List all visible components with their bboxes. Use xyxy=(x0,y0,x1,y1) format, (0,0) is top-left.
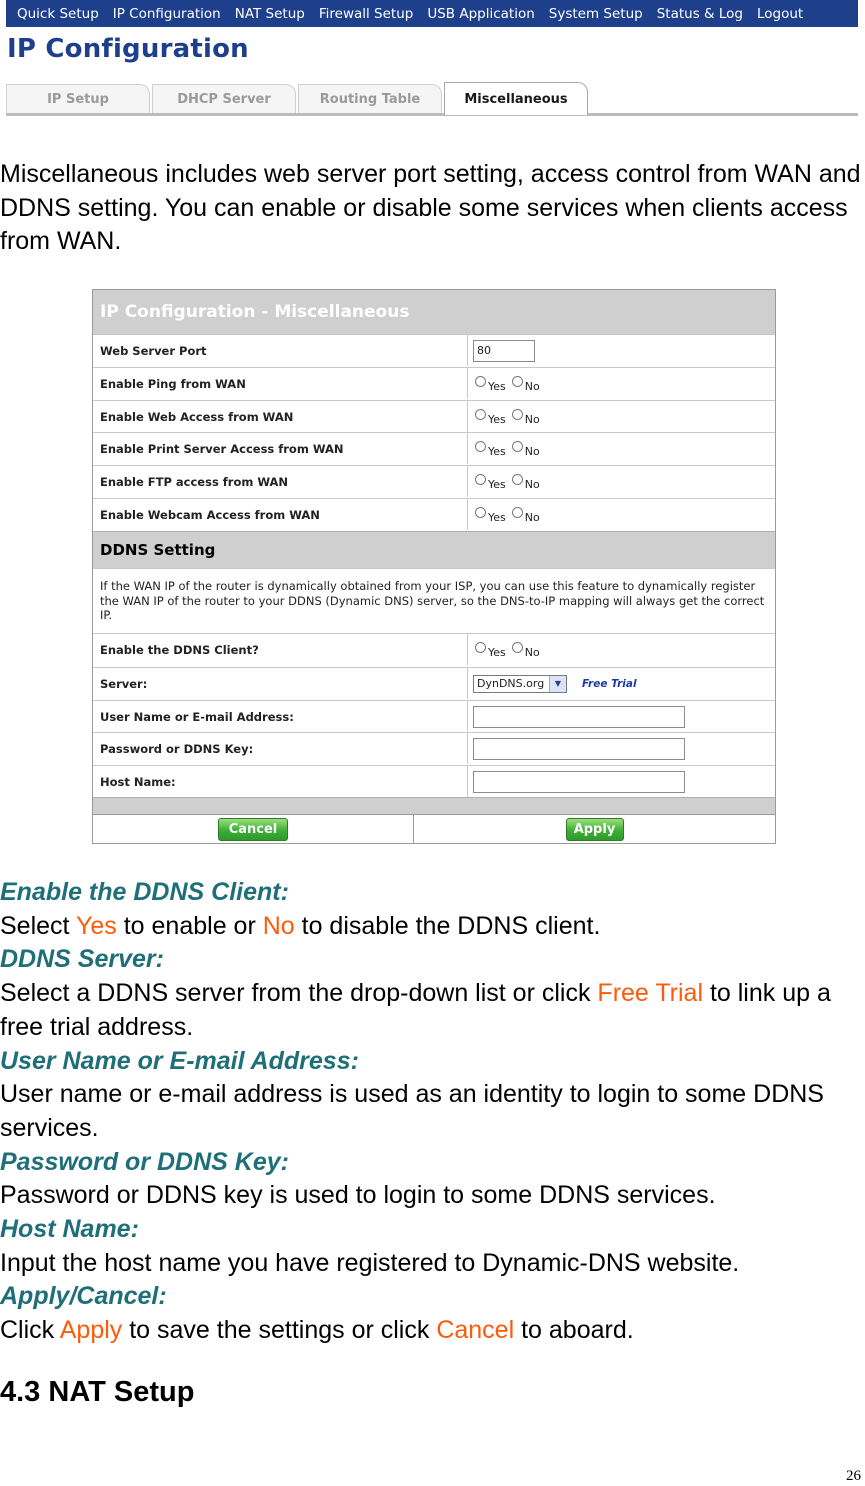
nav-ip-configuration[interactable]: IP Configuration xyxy=(112,5,221,22)
section-heading: 4.3 NAT Setup xyxy=(0,1376,195,1408)
username-input[interactable] xyxy=(473,706,685,728)
no-radio[interactable] xyxy=(512,409,523,420)
text: to enable or xyxy=(116,911,263,940)
doc-body xyxy=(0,876,865,1348)
para-enable-ddns xyxy=(0,910,865,944)
para-apply-cancel xyxy=(0,1314,865,1348)
nav-logout[interactable]: Logout xyxy=(756,5,804,22)
yes-label: Yes xyxy=(488,413,506,426)
text: Click xyxy=(0,1316,60,1345)
yes-radio[interactable] xyxy=(475,409,486,420)
password-input[interactable] xyxy=(473,738,685,760)
para-username: User name or e-mail address is used as an identity to login to some DDNS services. xyxy=(0,1080,824,1142)
yes-radio[interactable] xyxy=(475,642,486,653)
server-label: Server: xyxy=(93,668,468,699)
text: to disable the DDNS client. xyxy=(294,911,601,940)
heading-username: User Name or E-mail Address: xyxy=(0,1046,359,1075)
top-nav-bar xyxy=(6,0,858,27)
tab-dhcp-server[interactable]: DHCP Server xyxy=(152,84,296,113)
tab-miscellaneous[interactable]: Miscellaneous xyxy=(444,82,588,115)
wan-row-label: Enable Ping from WAN xyxy=(93,368,468,399)
wan-row-ping xyxy=(93,367,775,399)
yes-label: Yes xyxy=(488,511,506,524)
hostname-row xyxy=(93,765,775,797)
hostname-label: Host Name: xyxy=(93,766,468,797)
cancel-cell xyxy=(93,815,414,844)
nav-usb-application[interactable]: USB Application xyxy=(427,5,535,22)
yes-label: Yes xyxy=(488,478,506,491)
para-hostname: Input the host name you have registered to Dynamic-DNS website. xyxy=(0,1248,740,1277)
yes-radio[interactable] xyxy=(475,507,486,518)
no-radio[interactable] xyxy=(512,507,523,518)
wan-row-label: Enable Web Access from WAN xyxy=(93,401,468,432)
highlight-apply: Apply xyxy=(59,1316,123,1345)
text: Select xyxy=(0,911,76,940)
chevron-down-icon[interactable]: ▼ xyxy=(549,676,566,692)
yes-radio[interactable] xyxy=(475,376,486,387)
highlight-yes: Yes xyxy=(75,911,117,940)
no-label: No xyxy=(524,511,540,524)
no-label: No xyxy=(524,646,540,659)
yes-radio[interactable] xyxy=(475,474,486,485)
username-row xyxy=(93,700,775,732)
page-number: 26 xyxy=(846,1468,861,1484)
server-select-value: DynDNS.org xyxy=(477,677,545,690)
para-ddns-server xyxy=(0,977,865,1044)
tab-baseline xyxy=(6,113,858,116)
web-server-port-label: Web Server Port xyxy=(93,335,468,366)
nav-status-log[interactable]: Status & Log xyxy=(656,5,743,22)
heading-hostname: Host Name: xyxy=(0,1215,139,1244)
username-label: User Name or E-mail Address: xyxy=(93,701,468,732)
tab-bar xyxy=(6,82,858,116)
wan-row-webcam xyxy=(93,498,775,530)
yes-label: Yes xyxy=(488,445,506,458)
password-row xyxy=(93,732,775,764)
heading-apply-cancel: Apply/Cancel: xyxy=(0,1282,167,1311)
nav-firewall-setup[interactable]: Firewall Setup xyxy=(318,5,414,22)
miscellaneous-panel xyxy=(92,289,776,844)
yes-label: Yes xyxy=(488,646,506,659)
no-label: No xyxy=(524,445,540,458)
wan-row-ftp xyxy=(93,465,775,497)
no-label: No xyxy=(524,380,540,393)
page-title: IP Configuration xyxy=(7,34,249,64)
highlight-free-trial: Free Trial xyxy=(597,979,704,1008)
text: to save the settings or click xyxy=(122,1316,437,1345)
highlight-no: No xyxy=(262,911,295,940)
wan-row-label: Enable Webcam Access from WAN xyxy=(93,499,468,530)
panel-footer-strip xyxy=(93,797,775,815)
intro-paragraph: Miscellaneous includes web server port setting, access control from WAN and DDNS setting. You can enable or disable some services when clients access from WAN. xyxy=(0,160,861,255)
apply-button[interactable]: Apply xyxy=(566,818,624,841)
para-password: Password or DDNS key is used to login to some DDNS services. xyxy=(0,1181,716,1210)
tab-routing-table[interactable]: Routing Table xyxy=(298,84,442,113)
panel-title: IP Configuration - Miscellaneous xyxy=(93,290,775,335)
free-trial-link[interactable]: Free Trial xyxy=(582,677,637,690)
nav-quick-setup[interactable]: Quick Setup xyxy=(17,5,99,22)
ddns-description: If the WAN IP of the router is dynamically obtained from your ISP, you can use this feature to dynamically register the WAN IP of the router to your DDNS (Dynamic DNS) server, so the DNS-to-IP mapping will always get the correct IP. xyxy=(93,568,775,632)
heading-ddns-server: DDNS Server: xyxy=(0,945,164,974)
text: to link up a free trial address. xyxy=(0,979,831,1041)
no-radio[interactable] xyxy=(512,474,523,485)
ddns-setting-heading: DDNS Setting xyxy=(93,531,775,568)
tab-ip-setup[interactable]: IP Setup xyxy=(6,84,150,113)
hostname-input[interactable] xyxy=(473,771,685,793)
heading-enable-ddns: Enable the DDNS Client: xyxy=(0,878,289,906)
web-server-port-input[interactable]: 80 xyxy=(473,340,535,362)
wan-row-label: Enable Print Server Access from WAN xyxy=(93,433,468,464)
apply-cell xyxy=(414,815,775,844)
cancel-button[interactable]: Cancel xyxy=(218,818,288,841)
password-label: Password or DDNS Key: xyxy=(93,733,468,764)
nav-nat-setup[interactable]: NAT Setup xyxy=(234,5,305,22)
yes-radio[interactable] xyxy=(475,441,486,452)
ddns-enable-row xyxy=(93,633,775,665)
panel-footer xyxy=(93,814,775,844)
no-radio[interactable] xyxy=(512,642,523,653)
nav-system-setup[interactable]: System Setup xyxy=(548,5,643,22)
wan-row-print xyxy=(93,432,775,464)
wan-row-label: Enable FTP access from WAN xyxy=(93,466,468,497)
no-label: No xyxy=(524,478,540,491)
no-label: No xyxy=(524,413,540,426)
highlight-cancel: Cancel xyxy=(436,1316,515,1345)
server-row xyxy=(93,667,775,699)
server-select[interactable] xyxy=(473,675,567,693)
text: Select a DDNS server from the drop-down list or click xyxy=(0,979,598,1008)
no-radio[interactable] xyxy=(512,441,523,452)
ddns-enable-label: Enable the DDNS Client? xyxy=(93,634,468,665)
no-radio[interactable] xyxy=(512,376,523,387)
heading-password: Password or DDNS Key: xyxy=(0,1147,289,1176)
web-server-port-row xyxy=(93,334,775,366)
yes-label: Yes xyxy=(488,380,506,393)
wan-row-web xyxy=(93,400,775,432)
text: to aboard. xyxy=(514,1316,634,1345)
